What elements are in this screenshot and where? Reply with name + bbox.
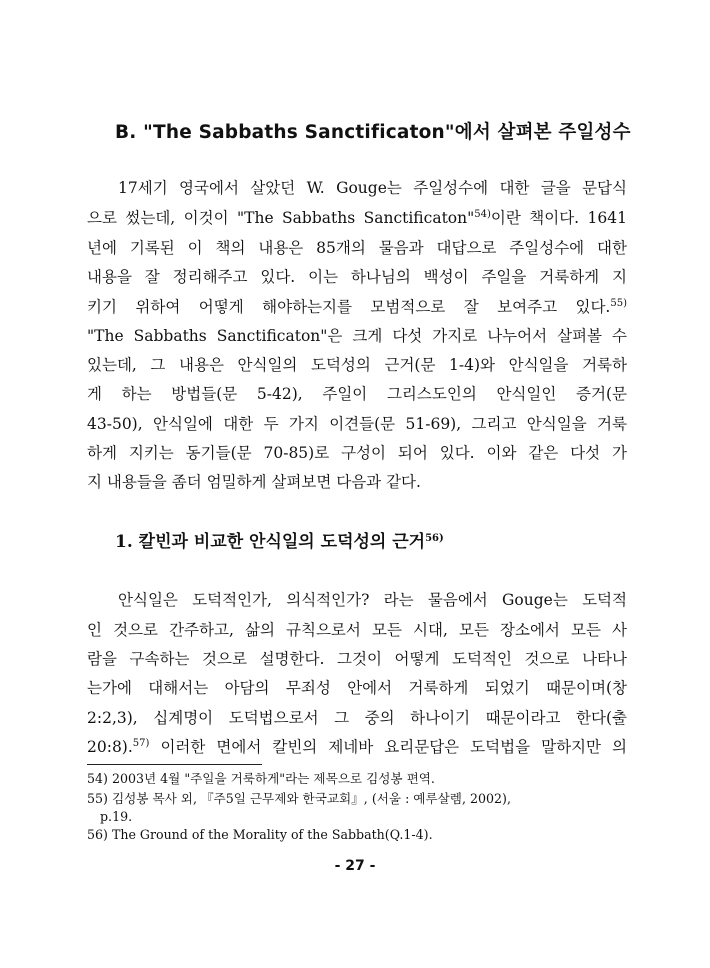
paragraph1-line-6: "The Sabbaths Sanctificaton"은 크게 다섯 가지로 나누어서 살펴볼 수 bbox=[87, 327, 627, 345]
paragraph2-line-2: 인 것으로 간주하고, 삶의 규칙으로서 모든 시대, 모든 장소에서 모든 사 bbox=[87, 621, 627, 639]
sub-heading: 1. 칼빈과 비교한 안식일의 도덕성의 근거$^{56)}$ bbox=[115, 532, 444, 552]
footnote-55: 55) 김성봉 목사 외, 『주5일 근무제와 한국교회』, (서울 : 예루살렘, 2002), bbox=[87, 791, 511, 806]
paragraph2-line-6: 20:8).$^{57)}$ 이러한 면에서 칼빈의 제네바 요리문답은 도덕법을 말하지만 의 bbox=[87, 738, 627, 756]
paragraph1-line-4: 내용을 잘 정리해주고 있다. 이는 하나님의 백성이 주일을 거룩하게 지 bbox=[87, 268, 627, 286]
paragraph2-line-5: 2:2,3), 십계명이 도덕법으로서 그 중의 하나이기 때문이라고 한다(출 bbox=[87, 709, 627, 727]
footnote-56: 56) The Ground of the Morality of the Sabbath(Q.1-4). bbox=[87, 827, 433, 842]
footnote-divider bbox=[87, 764, 262, 765]
section-heading: B. "The Sabbaths Sanctificaton"에서 살펴본 주일성수 bbox=[115, 122, 631, 143]
paragraph1-line-3: 년에 기록된 이 책의 내용은 85개의 물음과 대답으로 주일성수에 대한 bbox=[87, 239, 627, 257]
paragraph2-line-1: 안식일은 도덕적인가, 의식적인가? 라는 물음에서 Gouge는 도덕적 bbox=[118, 591, 627, 609]
footnote-55-continuation: p.19. bbox=[100, 809, 133, 824]
footnote-ref-57: 57) bbox=[132, 738, 150, 749]
paragraph2-line-4: 는가에 대해서는 아담의 무죄성 안에서 거룩하게 되었기 때문이며(창 bbox=[87, 679, 627, 697]
paragraph1-line-1: 17세기 영국에서 살았던 W. Gouge는 주일성수에 대한 글을 문답식 bbox=[118, 179, 627, 197]
paragraph1-line-8: 게 하는 방법들(문 5-42), 주일이 그리스도인의 안식일인 증거(문 bbox=[87, 385, 627, 403]
footnote-ref-54: 54) bbox=[474, 209, 491, 220]
footnote-ref-56: 56) bbox=[425, 533, 444, 544]
paragraph1-line-11: 지 내용들을 좀더 엄밀하게 살펴보면 다음과 같다. bbox=[87, 473, 421, 491]
paragraph1-line-2: 으로 썼는데, 이것이 "The Sabbaths Sanctificaton"$^{54)}$이란 책이다. 1641 bbox=[87, 209, 627, 227]
paragraph1-line-5: 키기 위하여 어떻게 해야하는지를 모범적으로 잘 보여주고 있다.$^{55)}$ bbox=[87, 298, 627, 316]
footnote-ref-55: 55) bbox=[610, 298, 627, 309]
paragraph2-line-3: 람을 구속하는 것으로 설명한다. 그것이 어떻게 도덕적인 것으로 나타나 bbox=[87, 650, 627, 668]
footnote-54: 54) 2003년 4월 "주일을 거룩하게"라는 제목으로 김성봉 편역. bbox=[87, 771, 435, 786]
paragraph1-line-10: 하게 지키는 동기들(문 70-85)로 구성이 되어 있다. 이와 같은 다섯 가 bbox=[87, 444, 627, 462]
page-number: - 27 - bbox=[334, 858, 376, 874]
paragraph1-line-9: 43-50), 안식일에 대한 두 가지 이견들(문 51-69), 그리고 안식일을 거룩 bbox=[87, 415, 627, 433]
paragraph1-line-7: 있는데, 그 내용은 안식일의 도덕성의 근거(문 1-4)와 안식일을 거룩하 bbox=[87, 356, 627, 374]
